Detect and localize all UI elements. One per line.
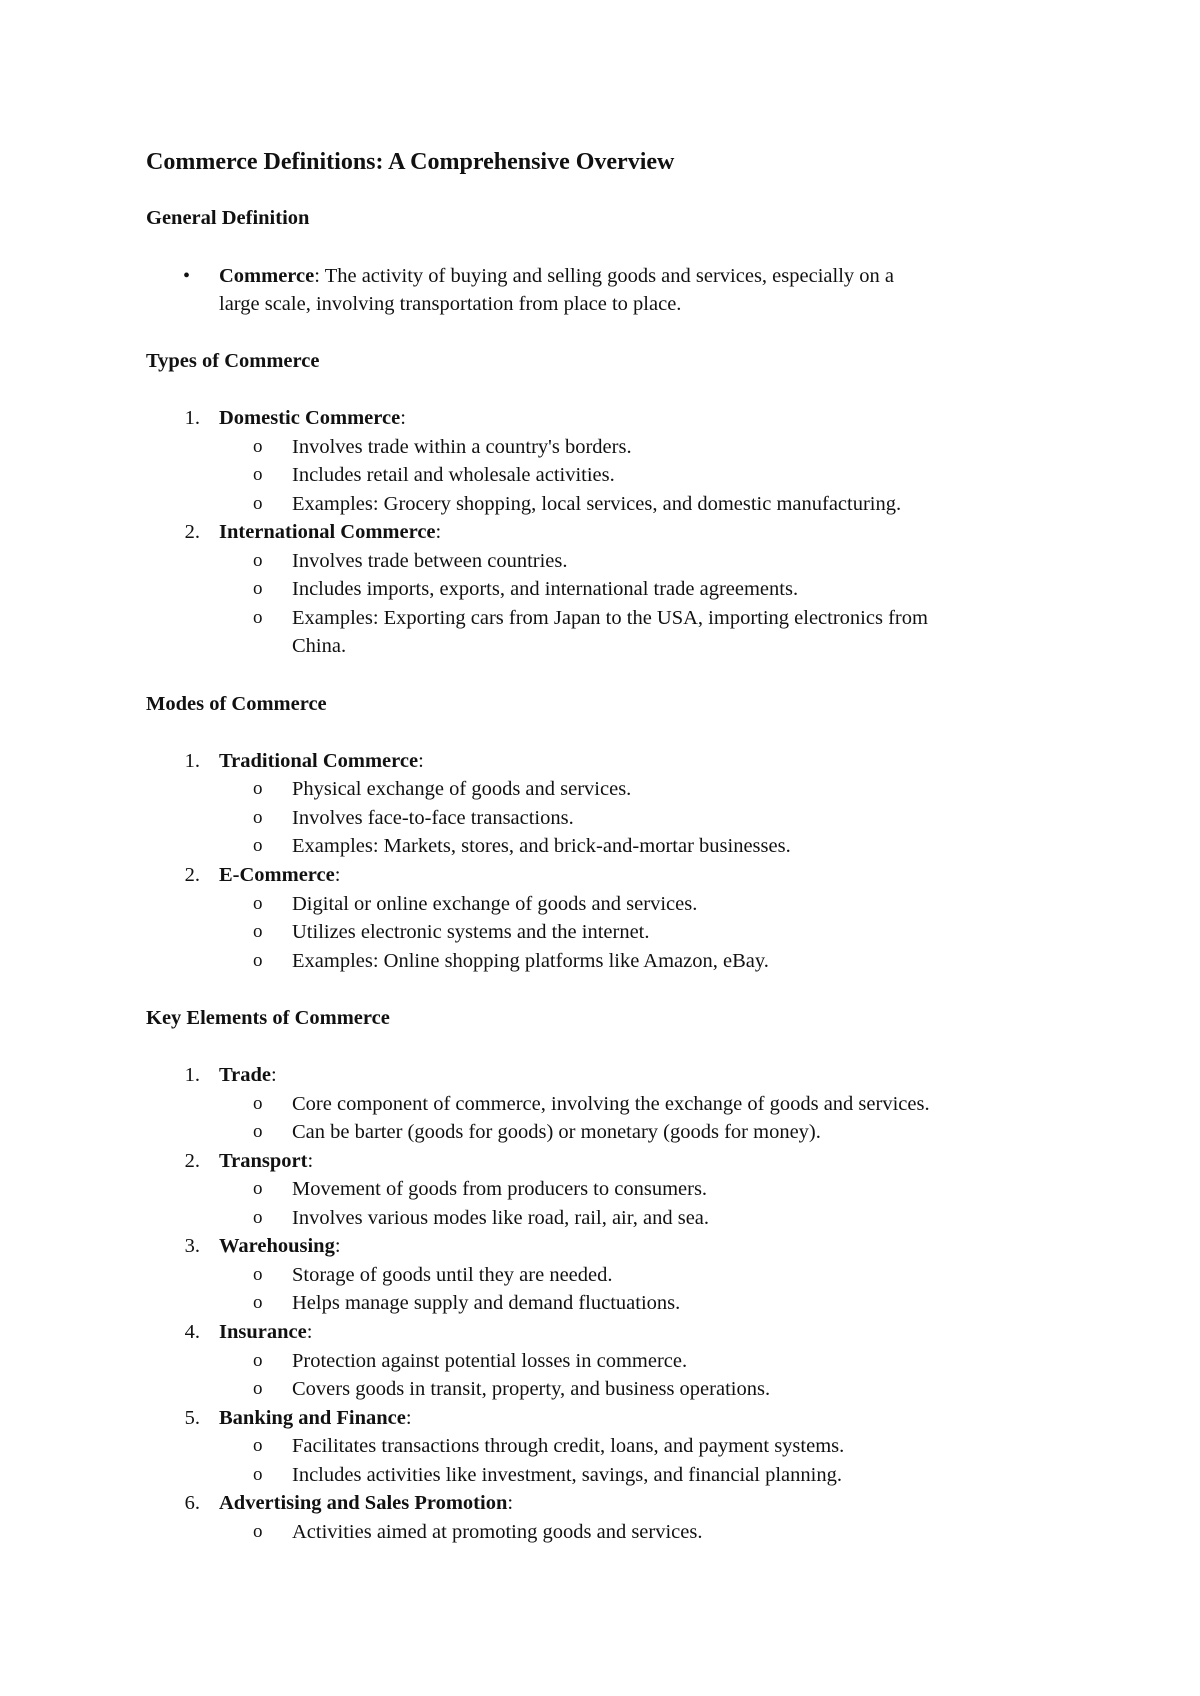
sub-bullet-marker: o: [253, 1264, 263, 1285]
definition-term: Commerce: [219, 265, 315, 287]
sub-bullet-marker: o: [253, 1121, 263, 1142]
definition-line-continued: large scale, involving transportation from place to place.: [219, 293, 682, 315]
sub-bullet-marker: o: [253, 807, 263, 828]
list-number: 3.: [184, 1235, 200, 1257]
sub-bullet-marker: o: [253, 1093, 263, 1114]
list-number: 2.: [184, 521, 200, 543]
sub-item: Helps manage supply and demand fluctuations.: [292, 1292, 681, 1314]
sub-item: Physical exchange of goods and services.: [292, 778, 632, 800]
sub-item: Protection against potential losses in commerce.: [292, 1350, 688, 1372]
sub-item: Activities aimed at promoting goods and services.: [292, 1521, 703, 1543]
sub-item: Storage of goods until they are needed.: [292, 1264, 613, 1286]
sub-item: Includes activities like investment, savings, and financial planning.: [292, 1464, 842, 1486]
sub-item: Involves trade between countries.: [292, 550, 568, 572]
sub-item: Covers goods in transit, property, and business operations.: [292, 1378, 771, 1400]
sub-item: Examples: Online shopping platforms like Amazon, eBay.: [292, 950, 769, 972]
sub-bullet-marker: o: [253, 550, 263, 571]
section-heading-general: General Definition: [146, 207, 310, 229]
list-item-term: Insurance:: [219, 1321, 313, 1343]
list-item-term: Banking and Finance:: [219, 1407, 412, 1429]
section-heading-types: Types of Commerce: [146, 350, 320, 372]
sub-item: Includes retail and wholesale activities.: [292, 464, 615, 486]
list-number: 5.: [184, 1407, 200, 1429]
sub-bullet-marker: o: [253, 1435, 263, 1456]
sub-bullet-marker: o: [253, 436, 263, 457]
sub-item: Utilizes electronic systems and the internet.: [292, 921, 650, 943]
sub-item: Involves face-to-face transactions.: [292, 807, 574, 829]
list-number: 2.: [184, 1150, 200, 1172]
sub-bullet-marker: o: [253, 921, 263, 942]
definition-line: Commerce: The activity of buying and selling goods and services, especially on a: [219, 265, 894, 287]
list-item-term: Traditional Commerce:: [219, 750, 424, 772]
section-heading-modes: Modes of Commerce: [146, 693, 327, 715]
sub-item: Can be barter (goods for goods) or monetary (goods for money).: [292, 1121, 821, 1143]
sub-item: Facilitates transactions through credit, loans, and payment systems.: [292, 1435, 845, 1457]
sub-bullet-marker: o: [253, 1521, 263, 1542]
sub-bullet-marker: o: [253, 1178, 263, 1199]
sub-item: Includes imports, exports, and international trade agreements.: [292, 578, 799, 600]
sub-item: Digital or online exchange of goods and services.: [292, 893, 698, 915]
sub-bullet-marker: o: [253, 578, 263, 599]
sub-bullet-marker: o: [253, 1464, 263, 1485]
list-item-term: Trade:: [219, 1064, 277, 1086]
section-heading-elements: Key Elements of Commerce: [146, 1007, 390, 1029]
list-number: 2.: [184, 864, 200, 886]
sub-bullet-marker: o: [253, 778, 263, 799]
sub-item: Involves various modes like road, rail, air, and sea.: [292, 1207, 710, 1229]
list-item-term: Domestic Commerce:: [219, 407, 406, 429]
list-item-term: E-Commerce:: [219, 864, 341, 886]
sub-bullet-marker: o: [253, 464, 263, 485]
list-number: 6.: [184, 1492, 200, 1514]
sub-bullet-marker: o: [253, 1378, 263, 1399]
list-number: 1.: [184, 1064, 200, 1086]
list-number: 1.: [184, 407, 200, 429]
list-item-term: Advertising and Sales Promotion:: [219, 1492, 514, 1514]
sub-item: Core component of commerce, involving the exchange of goods and services.: [292, 1093, 930, 1115]
sub-item: Movement of goods from producers to consumers.: [292, 1178, 708, 1200]
sub-item: Examples: Exporting cars from Japan to the USA, importing electronics from: [292, 607, 928, 629]
sub-item: Examples: Markets, stores, and brick-and-mortar businesses.: [292, 835, 791, 857]
sub-bullet-marker: o: [253, 607, 263, 628]
list-number: 1.: [184, 750, 200, 772]
list-item-term: Warehousing:: [219, 1235, 341, 1257]
list-item-term: Transport:: [219, 1150, 314, 1172]
sub-bullet-marker: o: [253, 493, 263, 514]
sub-item: Examples: Grocery shopping, local services, and domestic manufacturing.: [292, 493, 902, 515]
sub-bullet-marker: o: [253, 893, 263, 914]
sub-bullet-marker: o: [253, 950, 263, 971]
list-item-term: International Commerce:: [219, 521, 442, 543]
sub-bullet-marker: o: [253, 1350, 263, 1371]
document-title: Commerce Definitions: A Comprehensive Overview: [146, 149, 675, 175]
bullet-marker: •: [183, 265, 191, 287]
sub-item: Involves trade within a country's borders.: [292, 436, 632, 458]
list-number: 4.: [184, 1321, 200, 1343]
sub-bullet-marker: o: [253, 835, 263, 856]
sub-bullet-marker: o: [253, 1207, 263, 1228]
sub-bullet-marker: o: [253, 1292, 263, 1313]
sub-item-continued: China.: [292, 635, 347, 657]
